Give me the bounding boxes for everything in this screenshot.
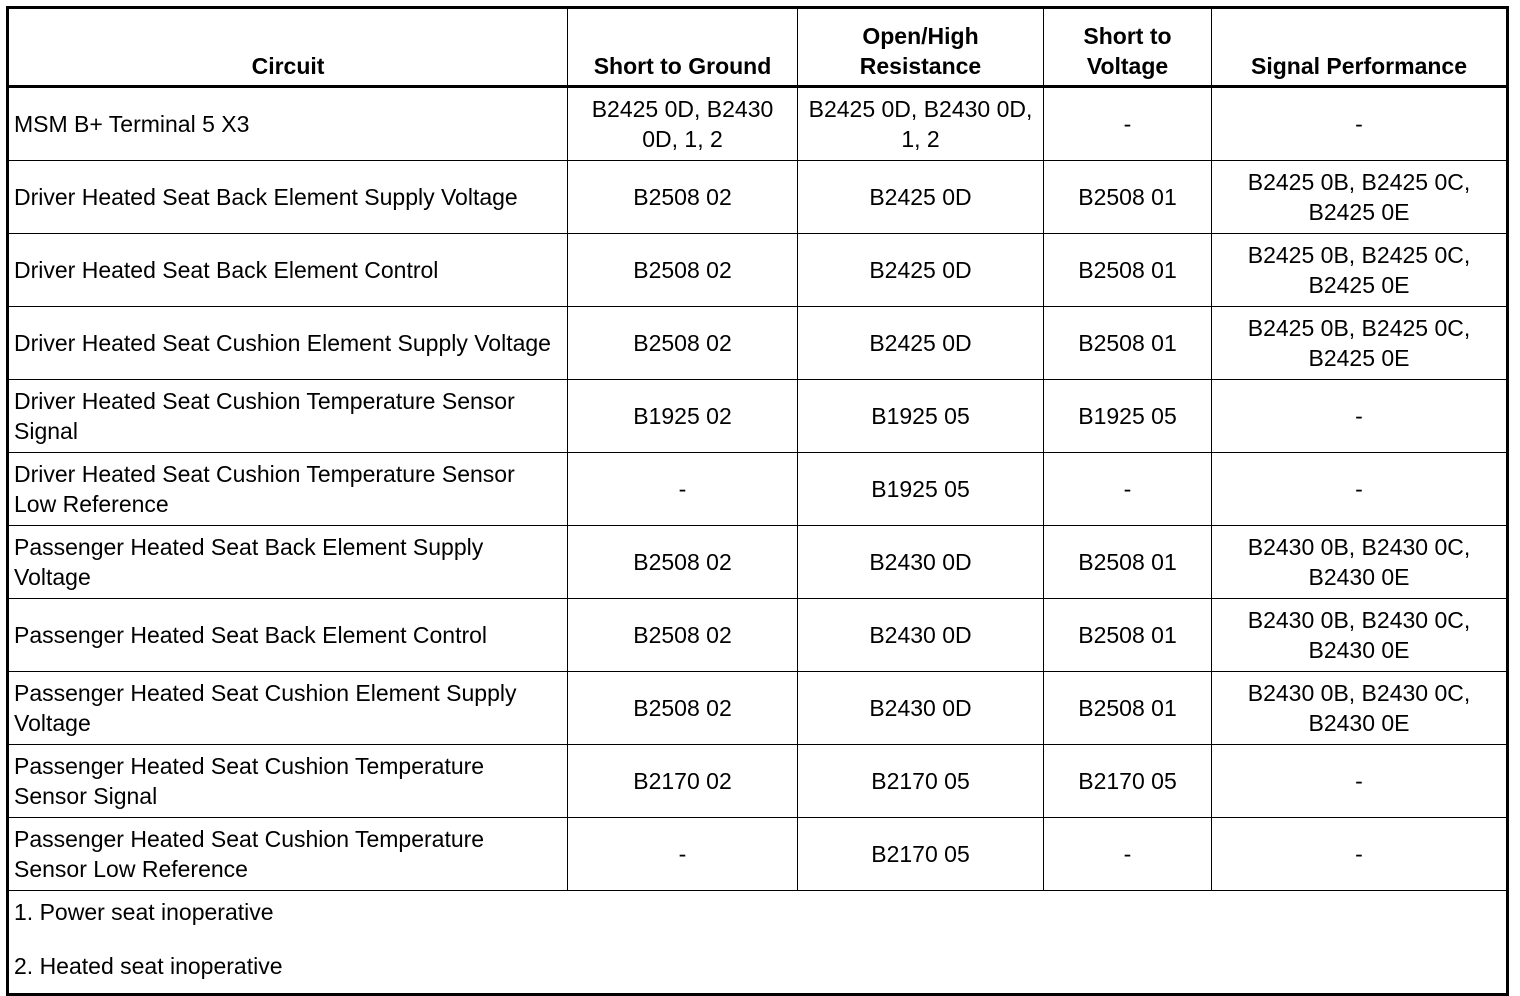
open-high-resistance-cell: B1925 05 xyxy=(798,453,1044,526)
signal-performance-cell: - xyxy=(1212,745,1508,818)
short-to-ground-cell: B2508 02 xyxy=(568,161,798,234)
signal-performance-cell: - xyxy=(1212,380,1508,453)
header-row xyxy=(8,8,1508,87)
signal-performance-cell: B2425 0B, B2425 0C, B2425 0E xyxy=(1212,161,1508,234)
short-to-ground-cell: B2508 02 xyxy=(568,234,798,307)
short-to-voltage-cell: B2508 01 xyxy=(1044,599,1212,672)
table-row xyxy=(8,672,1508,745)
open-high-resistance-cell: B2170 05 xyxy=(798,818,1044,891)
signal-performance-cell: B2425 0B, B2425 0C, B2425 0E xyxy=(1212,307,1508,380)
table-row xyxy=(8,818,1508,891)
header-circuit: Circuit xyxy=(8,8,568,87)
short-to-voltage-cell: - xyxy=(1044,453,1212,526)
short-to-ground-cell: - xyxy=(568,818,798,891)
table-row xyxy=(8,599,1508,672)
open-high-resistance-cell: B2425 0D, B2430 0D, 1, 2 xyxy=(798,87,1044,161)
header-short-to-ground: Short to Ground xyxy=(568,8,798,87)
circuit-dtc-table xyxy=(6,6,1509,996)
short-to-voltage-cell: B2170 05 xyxy=(1044,745,1212,818)
short-to-voltage-cell: B2508 01 xyxy=(1044,234,1212,307)
short-to-ground-cell: B2508 02 xyxy=(568,599,798,672)
notes-cell xyxy=(8,891,1508,995)
open-high-resistance-cell: B2430 0D xyxy=(798,672,1044,745)
circuit-cell: Driver Heated Seat Cushion Temperature Sensor Signal xyxy=(8,380,568,453)
circuit-cell: MSM B+ Terminal 5 X3 xyxy=(8,87,568,161)
short-to-ground-cell: B1925 02 xyxy=(568,380,798,453)
signal-performance-cell: B2430 0B, B2430 0C, B2430 0E xyxy=(1212,526,1508,599)
short-to-ground-cell: B2170 02 xyxy=(568,745,798,818)
open-high-resistance-cell: B2430 0D xyxy=(798,526,1044,599)
short-to-voltage-cell: B2508 01 xyxy=(1044,307,1212,380)
circuit-cell: Driver Heated Seat Back Element Control xyxy=(8,234,568,307)
circuit-cell: Passenger Heated Seat Back Element Supply Voltage xyxy=(8,526,568,599)
signal-performance-cell: - xyxy=(1212,453,1508,526)
signal-performance-cell: B2430 0B, B2430 0C, B2430 0E xyxy=(1212,672,1508,745)
short-to-voltage-cell: B2508 01 xyxy=(1044,672,1212,745)
table-row xyxy=(8,745,1508,818)
circuit-cell: Passenger Heated Seat Cushion Temperature Sensor Low Reference xyxy=(8,818,568,891)
short-to-ground-cell: - xyxy=(568,453,798,526)
table-row xyxy=(8,307,1508,380)
open-high-resistance-cell: B2170 05 xyxy=(798,745,1044,818)
signal-performance-cell: B2425 0B, B2425 0C, B2425 0E xyxy=(1212,234,1508,307)
note-heated-seat: 2. Heated seat inoperative xyxy=(14,953,283,979)
circuit-cell: Driver Heated Seat Back Element Supply Voltage xyxy=(8,161,568,234)
signal-performance-cell: B2430 0B, B2430 0C, B2430 0E xyxy=(1212,599,1508,672)
signal-performance-cell: - xyxy=(1212,87,1508,161)
short-to-ground-cell: B2425 0D, B2430 0D, 1, 2 xyxy=(568,87,798,161)
header-open-high-resistance: Open/High Resistance xyxy=(798,8,1044,87)
short-to-ground-cell: B2508 02 xyxy=(568,526,798,599)
notes-row xyxy=(8,891,1508,995)
short-to-voltage-cell: B1925 05 xyxy=(1044,380,1212,453)
table-row xyxy=(8,234,1508,307)
short-to-voltage-cell: B2508 01 xyxy=(1044,526,1212,599)
short-to-ground-cell: B2508 02 xyxy=(568,672,798,745)
open-high-resistance-cell: B2425 0D xyxy=(798,307,1044,380)
table-row xyxy=(8,161,1508,234)
table-row xyxy=(8,453,1508,526)
table-row xyxy=(8,380,1508,453)
note-power-seat: 1. Power seat inoperative xyxy=(14,899,274,925)
short-to-voltage-cell: - xyxy=(1044,818,1212,891)
circuit-cell: Passenger Heated Seat Back Element Control xyxy=(8,599,568,672)
open-high-resistance-cell: B1925 05 xyxy=(798,380,1044,453)
table-row xyxy=(8,526,1508,599)
header-signal-performance: Signal Performance xyxy=(1212,8,1508,87)
table-row xyxy=(8,87,1508,161)
short-to-voltage-cell: - xyxy=(1044,87,1212,161)
short-to-voltage-cell: B2508 01 xyxy=(1044,161,1212,234)
short-to-ground-cell: B2508 02 xyxy=(568,307,798,380)
open-high-resistance-cell: B2430 0D xyxy=(798,599,1044,672)
header-short-to-voltage: Short to Voltage xyxy=(1044,8,1212,87)
circuit-cell: Passenger Heated Seat Cushion Element Supply Voltage xyxy=(8,672,568,745)
circuit-cell: Driver Heated Seat Cushion Temperature Sensor Low Reference xyxy=(8,453,568,526)
signal-performance-cell: - xyxy=(1212,818,1508,891)
circuit-cell: Driver Heated Seat Cushion Element Supply Voltage xyxy=(8,307,568,380)
open-high-resistance-cell: B2425 0D xyxy=(798,234,1044,307)
open-high-resistance-cell: B2425 0D xyxy=(798,161,1044,234)
circuit-cell: Passenger Heated Seat Cushion Temperature Sensor Signal xyxy=(8,745,568,818)
